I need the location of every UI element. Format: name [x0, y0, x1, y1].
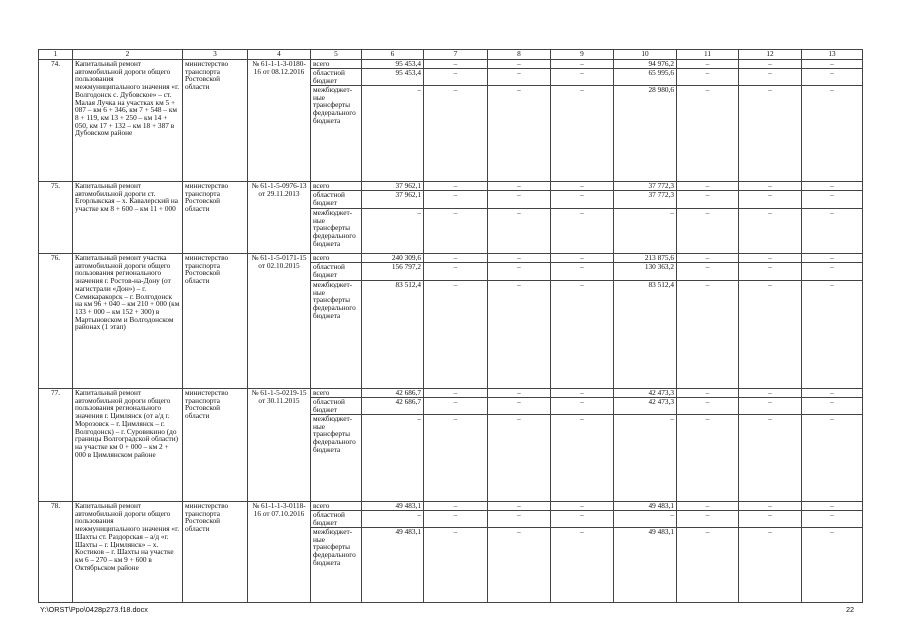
amount-c12: – — [739, 415, 802, 502]
object-name: Капитальный ремонт автомобильной дороги общего пользования межмуниципального значения «г. Волгодонск с. Дубовское» – ст. Малая Лучка на участках км 5 + 087 – км 6 + 346, км 7 + 548 – км 8 + 119, км 13 + 250 – км 14 + 050, км 17 + 132 – км 18 + 387 в Дубовском районе — [73, 60, 183, 182]
amount-c11: – — [677, 191, 739, 209]
col-header: 10 — [614, 50, 677, 60]
funding-source: всего — [311, 182, 362, 191]
amount-c9: – — [551, 182, 614, 191]
amount-c8: – — [488, 69, 551, 86]
page-number: 22 — [846, 605, 855, 614]
amount-c12: – — [739, 528, 802, 603]
amount-c11: – — [677, 415, 739, 502]
amount-col10: 49 483,1 — [614, 528, 677, 603]
amount-c11: – — [677, 86, 739, 182]
amount-col6: 37 962,1 — [362, 182, 424, 191]
funding-source: областной бюджет — [311, 398, 362, 415]
amount-c12: – — [739, 389, 802, 398]
amount-c7: – — [424, 182, 488, 191]
col-header: 12 — [739, 50, 802, 60]
amount-col6: – — [362, 511, 424, 528]
amount-c7: – — [424, 254, 488, 263]
amount-c11: – — [677, 209, 739, 254]
amount-col6: 42 686,7 — [362, 389, 424, 398]
amount-c11: – — [677, 528, 739, 603]
funding-source: межбюджет-ные трансферты федерального бюджета — [311, 528, 362, 603]
amount-c13: – — [802, 263, 863, 281]
file-path-footer: Y:\ORST\Ppo\0428p273.f18.docx — [40, 605, 148, 614]
amount-c11: – — [677, 69, 739, 86]
amount-c12: – — [739, 69, 802, 86]
budget-table — [38, 49, 863, 603]
amount-c9: – — [551, 281, 614, 389]
object-name: Капитальный ремонт автомобильной дороги общего пользования регионального значения г. Цимлянск (от а/д г. Морозовск – г. Цимлянск – г. Волгодонск) – г. Суровикино (до границы Волгоградской области) на участке км 0 + 000 – км 2 + 000 в Цимлянском районе — [73, 389, 183, 502]
table-row — [39, 502, 863, 511]
amount-c12: – — [739, 182, 802, 191]
amount-c12: – — [739, 254, 802, 263]
amount-c7: – — [424, 502, 488, 511]
amount-c7: – — [424, 69, 488, 86]
amount-c13: – — [802, 254, 863, 263]
amount-col10: 94 976,2 — [614, 60, 677, 69]
table-row — [39, 389, 863, 398]
amount-c9: – — [551, 86, 614, 182]
amount-c9: – — [551, 60, 614, 69]
entry-number: 75. — [39, 182, 73, 254]
amount-c8: – — [488, 398, 551, 415]
amount-col10: 65 995,6 — [614, 69, 677, 86]
amount-c7: – — [424, 60, 488, 69]
amount-c13: – — [802, 389, 863, 398]
amount-c11: – — [677, 182, 739, 191]
amount-c7: – — [424, 415, 488, 502]
amount-c8: – — [488, 511, 551, 528]
amount-c12: – — [739, 502, 802, 511]
header-row — [39, 50, 863, 60]
amount-c7: – — [424, 191, 488, 209]
document-ref: № 61-1-1-3-0180-16 от 08.12.2016 — [248, 60, 311, 182]
amount-c8: – — [488, 191, 551, 209]
entry-number: 74. — [39, 60, 73, 182]
document-ref: № 61-1-5-0219-15 от 30.11.2015 — [248, 389, 311, 502]
amount-c8: – — [488, 389, 551, 398]
amount-c11: – — [677, 281, 739, 389]
ministry: министерство транспорта Ростовской области — [183, 502, 248, 603]
amount-c12: – — [739, 511, 802, 528]
funding-source: межбюджет-ные трансферты федерального бюджета — [311, 209, 362, 254]
amount-col10: 213 875,6 — [614, 254, 677, 263]
amount-c13: – — [802, 182, 863, 191]
funding-source: областной бюджет — [311, 69, 362, 86]
amount-c9: – — [551, 263, 614, 281]
amount-c11: – — [677, 254, 739, 263]
amount-c8: – — [488, 415, 551, 502]
amount-c7: – — [424, 86, 488, 182]
object-name: Капитальный ремонт автомобильной дороги общего пользования межмуниципального значения «г. Шахты ст. Раздорская – а/д «г. Шахты – г. Цимлянск» – х. Костиков – г. Шахты на участке км 6 – 270 – км 9 + 600 в Октябрьском районе — [73, 502, 183, 603]
amount-c7: – — [424, 209, 488, 254]
amount-c8: – — [488, 528, 551, 603]
amount-c13: – — [802, 209, 863, 254]
amount-c7: – — [424, 528, 488, 603]
amount-c9: – — [551, 69, 614, 86]
amount-c11: – — [677, 511, 739, 528]
amount-col6: 240 309,6 — [362, 254, 424, 263]
amount-col10: 37 772,3 — [614, 182, 677, 191]
amount-col6: 95 453,4 — [362, 69, 424, 86]
amount-col6: 156 797,2 — [362, 263, 424, 281]
amount-c9: – — [551, 528, 614, 603]
amount-c13: – — [802, 60, 863, 69]
object-name: Капитальный ремонт автомобильной дороги ст. Егорлыкская – х. Кавалерский на участке км 8 + 600 – км 11 + 000 — [73, 182, 183, 254]
amount-c13: – — [802, 191, 863, 209]
amount-c11: – — [677, 398, 739, 415]
table-row — [39, 60, 863, 69]
col-header: 5 — [311, 50, 362, 60]
amount-c13: – — [802, 69, 863, 86]
amount-c13: – — [802, 415, 863, 502]
amount-c9: – — [551, 502, 614, 511]
col-header: 9 — [551, 50, 614, 60]
table-body — [39, 50, 863, 603]
col-header: 1 — [39, 50, 73, 60]
amount-col10: 49 483,1 — [614, 502, 677, 511]
ministry: министерство транспорта Ростовской области — [183, 182, 248, 254]
amount-c13: – — [802, 281, 863, 389]
ministry: министерство транспорта Ростовской области — [183, 389, 248, 502]
amount-c13: – — [802, 502, 863, 511]
funding-source: областной бюджет — [311, 263, 362, 281]
entry-number: 78. — [39, 502, 73, 603]
amount-col6: 49 483,1 — [362, 502, 424, 511]
amount-col6: – — [362, 415, 424, 502]
col-header: 4 — [248, 50, 311, 60]
col-header: 3 — [183, 50, 248, 60]
amount-c11: – — [677, 263, 739, 281]
table-row — [39, 254, 863, 263]
amount-c9: – — [551, 209, 614, 254]
amount-c12: – — [739, 263, 802, 281]
ministry: министерство транспорта Ростовской области — [183, 60, 248, 182]
funding-source: всего — [311, 254, 362, 263]
entry-number: 76. — [39, 254, 73, 389]
amount-col10: – — [614, 511, 677, 528]
amount-col6: 42 686,7 — [362, 398, 424, 415]
document-ref: № 61-1-1-3-0118-16 от 07.10.2016 — [248, 502, 311, 603]
funding-source: всего — [311, 389, 362, 398]
amount-c8: – — [488, 60, 551, 69]
amount-c12: – — [739, 191, 802, 209]
amount-c9: – — [551, 254, 614, 263]
amount-c12: – — [739, 60, 802, 69]
amount-c13: – — [802, 86, 863, 182]
amount-c7: – — [424, 263, 488, 281]
amount-c13: – — [802, 398, 863, 415]
amount-c8: – — [488, 209, 551, 254]
funding-source: межбюджет-ные трансферты федерального бюджета — [311, 281, 362, 389]
document-ref: № 61-1-5-0171-15 от 02.10.2015 — [248, 254, 311, 389]
amount-col6: – — [362, 209, 424, 254]
amount-c13: – — [802, 511, 863, 528]
funding-source: межбюджет-ные трансферты федерального бюджета — [311, 86, 362, 182]
amount-c12: – — [739, 398, 802, 415]
col-header: 7 — [424, 50, 488, 60]
amount-col10: 42 473,3 — [614, 389, 677, 398]
amount-c13: – — [802, 528, 863, 603]
amount-c12: – — [739, 209, 802, 254]
col-header: 11 — [677, 50, 739, 60]
amount-col10: 130 363,2 — [614, 263, 677, 281]
funding-source: областной бюджет — [311, 191, 362, 209]
amount-c11: – — [677, 60, 739, 69]
table-row — [39, 182, 863, 191]
amount-c11: – — [677, 502, 739, 511]
amount-col10: 42 473,3 — [614, 398, 677, 415]
amount-c8: – — [488, 502, 551, 511]
col-header: 6 — [362, 50, 424, 60]
amount-c7: – — [424, 281, 488, 389]
amount-col6: 83 512,4 — [362, 281, 424, 389]
amount-col10: 28 980,6 — [614, 86, 677, 182]
funding-source: всего — [311, 60, 362, 69]
amount-c12: – — [739, 281, 802, 389]
amount-col6: 49 483,1 — [362, 528, 424, 603]
col-header: 2 — [73, 50, 183, 60]
amount-col10: 37 772,3 — [614, 191, 677, 209]
document-ref: № 61-1-5-0976-13 от 29.11.2013 — [248, 182, 311, 254]
col-header: 13 — [802, 50, 863, 60]
amount-c7: – — [424, 398, 488, 415]
object-name: Капитальный ремонт участка автомобильной дороги общего пользования регионального значения г. Ростов-на-Дону (от магистрали «Дон») – г. Семикаракорск – г. Волгодонск на км 96 + 040 – км 210 + 000 (км 133 + 000 – км 152 + 300) в Мартыновском и Волгодонском районах (1 этап) — [73, 254, 183, 389]
amount-col6: – — [362, 86, 424, 182]
amount-c8: – — [488, 254, 551, 263]
amount-c11: – — [677, 389, 739, 398]
col-header: 8 — [488, 50, 551, 60]
amount-c9: – — [551, 389, 614, 398]
amount-c9: – — [551, 398, 614, 415]
amount-col10: 83 512,4 — [614, 281, 677, 389]
amount-c8: – — [488, 182, 551, 191]
amount-c7: – — [424, 511, 488, 528]
amount-c8: – — [488, 86, 551, 182]
amount-col6: 37 962,1 — [362, 191, 424, 209]
amount-c7: – — [424, 389, 488, 398]
funding-source: межбюджет-ные трансферты федерального бюджета — [311, 415, 362, 502]
entry-number: 77. — [39, 389, 73, 502]
funding-source: областной бюджет — [311, 511, 362, 528]
amount-c12: – — [739, 86, 802, 182]
amount-c8: – — [488, 281, 551, 389]
amount-c9: – — [551, 415, 614, 502]
amount-col6: 95 453,4 — [362, 60, 424, 69]
funding-source: всего — [311, 502, 362, 511]
amount-col10: – — [614, 209, 677, 254]
ministry: министерство транспорта Ростовской области — [183, 254, 248, 389]
amount-c9: – — [551, 191, 614, 209]
amount-c8: – — [488, 263, 551, 281]
amount-c9: – — [551, 511, 614, 528]
amount-col10: – — [614, 415, 677, 502]
